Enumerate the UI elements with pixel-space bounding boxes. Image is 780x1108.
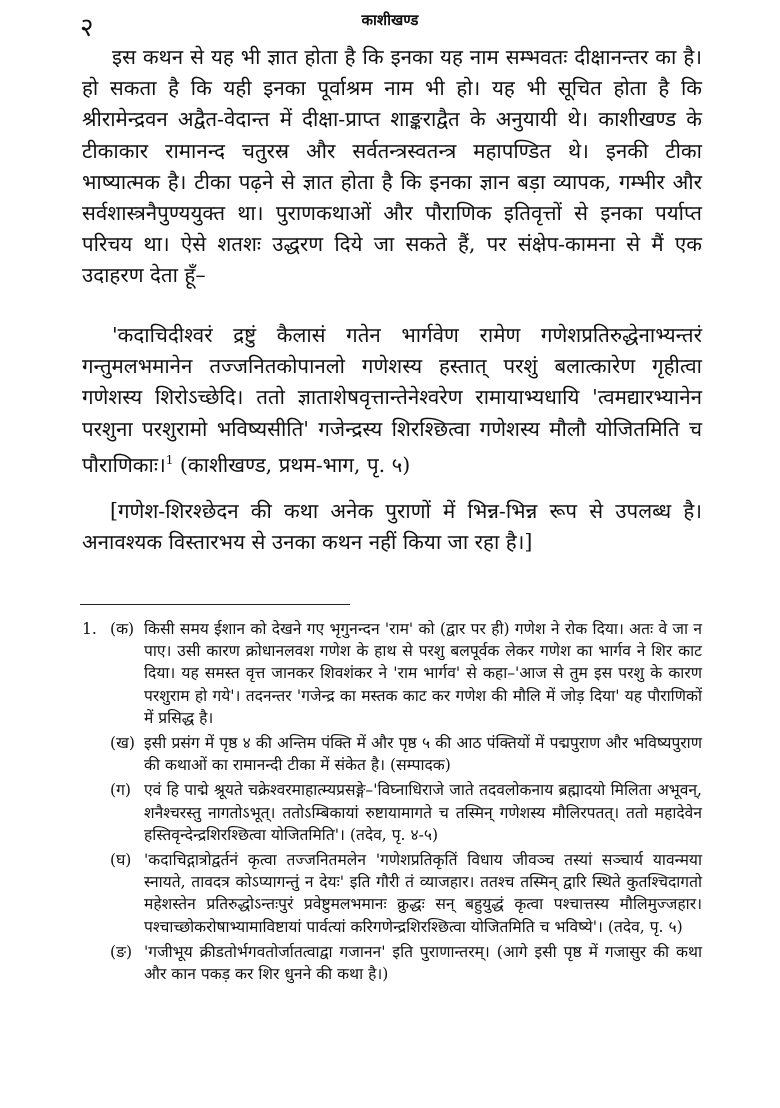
footnotes <box>82 618 702 988</box>
quotation-source: (काशीखण्ड, प्रथम-भाग, पृ. ५) <box>173 452 411 477</box>
footnote-text-gha: 'कदाचिद्गात्रोद्वर्तनं कृत्वा तज्जनितमलेन 'गणेशप्रतिकृतिं विधाय जीवञ्च तस्यां सञ्चार्य यावन्मया स्नायते, तावदत्र कोऽप्यागन्तुं न देयः' इति गौरी तं व्याजहार। ततश्च तस्मिन् द्वारि स्थिते कुतश्चिदागतो महेशस्तेन प्रतिरुद्धोऽन्तःपुरं प्रवेष्टुमलभमानः क्रुद्धः सन् बहुयुद्धं कृत्वा पश्चात्तस्य मौलिमुज्जहार। पश्चाच्छोकरोषाभ्यामाविष्टायां पार्वत्यां करिगणेन्द्रशिरश्छित्वा योजितमिति च भविष्ये'। (तदेव, पृ. ५) <box>144 851 702 936</box>
footnote-reference: 1 <box>165 452 174 467</box>
footnote-item-nga <box>82 941 702 985</box>
footnote-text-kha: इसी प्रसंग में पृष्ठ ४ की अन्तिम पंक्ति में और पृष्ठ ५ की आठ पंक्तियों में पद्मपुराण और भविष्यपुराण की कथाओं का रामानन्दी टीका में संकेत है। (सम्पादक) <box>144 734 702 775</box>
footnote-item-kha <box>82 732 702 776</box>
footnote-marker-gha: (घ) <box>110 851 132 870</box>
footnote-marker-ka: (क) <box>110 620 135 638</box>
footnote-text-ka: किसी समय ईशान को देखने गए भृगुनन्दन 'राम' को (द्वार पर ही) गणेश ने रोक दिया। अतः वे जा न पाए। उसी कारण क्रोधानलवश गणेश के हाथ से परशु बलपूर्वक लेकर गणेश का भार्गव ने शिर काट दिया। यह समस्त वृत्त जानकर शिवशंकर ने 'राम भार्गव' से कहा–'आज से तुम इस परशु के कारण परशुराम हो गये'। तदनन्तर 'गजेन्द्र का मस्तक काट कर गणेश की मौलि में जोड़ दिया' यह पौराणिकों में प्रसिद्ध है। <box>144 620 702 727</box>
page-number: २ <box>80 13 94 43</box>
footnote-marker-kha: (ख) <box>110 734 135 753</box>
footnote-item-ga <box>82 779 702 846</box>
footnote-marker-ga: (ग) <box>110 781 131 800</box>
footnote-marker-nga: (ङ) <box>110 942 133 961</box>
footnote-text-ga: एवं हि पाद्मे श्रूयते चक्रेश्वरमाहात्म्यप्रसङ्गे–'विघ्नाधिराजे जाते तदवलोकनाय ब्रह्मादयो मिलिता अभूवन्, शनैश्चरस्तु नागतोऽभूत्। ततोऽम्बिकायां रुष्टायामागते च तस्मिन् गणेशस्य मौलिरपतत्। ततो महादेवेन हस्तिवृन्देन्द्रशिरश्छित्वा योजितमिति'। (तदेव, पृ. ४-५) <box>144 781 702 844</box>
running-head: काशीखण्ड <box>361 11 419 29</box>
footnote-item-ka <box>82 618 702 729</box>
footnote-number: 1. <box>82 620 97 638</box>
body-paragraph-intro: इस कथन से यह भी ज्ञात होता है कि इनका यह नाम सम्भवतः दीक्षानन्तर का है। हो सकता है कि यही इनका पूर्वाश्रम नाम भी हो। यह भी सूचित होता है कि श्रीरामेन्द्रवन अद्वैत-वेदान्त में दीक्षा-प्राप्त शाङ्कराद्वैत के अनुयायी थे। काशीखण्ड के टीकाकार रामानन्द चतुरस्र और सर्वतन्त्रस्वतन्त्र महापण्डित थे। इनकी टीका भाष्यात्मक है। टीका पढ़ने से ज्ञात होता है कि इनका ज्ञान बड़ा व्यापक, गम्भीर और सर्वशास्त्रनैपुण्ययुक्त था। पुराणकथाओं और पौराणिक इतिवृत्तों से इनका पर्याप्त परिचय था। ऐसे शतशः उद्धरण दिये जा सकते हैं, पर संक्षेप-कामना से मैं एक उदाहरण देता हूँ– <box>82 45 702 288</box>
quotation-text: 'कदाचिदीश्वरं द्रष्टुं कैलासं गतेन भार्गवेण रामेण गणेशप्रतिरुद्धेनाभ्यन्तरं गन्तुमलभमानेन तज्जनितकोपानलो गणेशस्य हस्तात् परशुं बलात्कारेण गृहीत्वा गणेशस्य शिरोऽच्छेदि। ततो ज्ञाताशेषवृत्तान्तेनेश्वरेण रामायाभ्यधायि 'त्वमद्यारभ्यानेन परशुना परशुरामो भविष्यसीति' गजेन्द्रस्य शिरश्छित्वा गणेशस्य मौलौ योजितमिति च पौराणिकाः। <box>82 323 702 477</box>
footnote-item-gha <box>82 849 702 938</box>
footnote-separator <box>80 604 350 605</box>
editorial-note: [गणेश-शिरश्छेदन की कथा अनेक पुराणों में भिन्न-भिन्न रूप से उपलब्ध है। अनावश्यक विस्तारभय से उनका कथन नहीं किया जा रहा है।] <box>82 499 702 555</box>
sanskrit-quotation <box>82 320 702 481</box>
footnote-text-nga: 'गजीभूय क्रीडतोर्भगवतोर्जातत्वाद्वा गजानन' इति पुराणान्तरम्। (आगे इसी पृष्ठ में गजासुर की कथा और कान पकड़ कर शिर धुनने की कथा है।) <box>144 942 702 984</box>
